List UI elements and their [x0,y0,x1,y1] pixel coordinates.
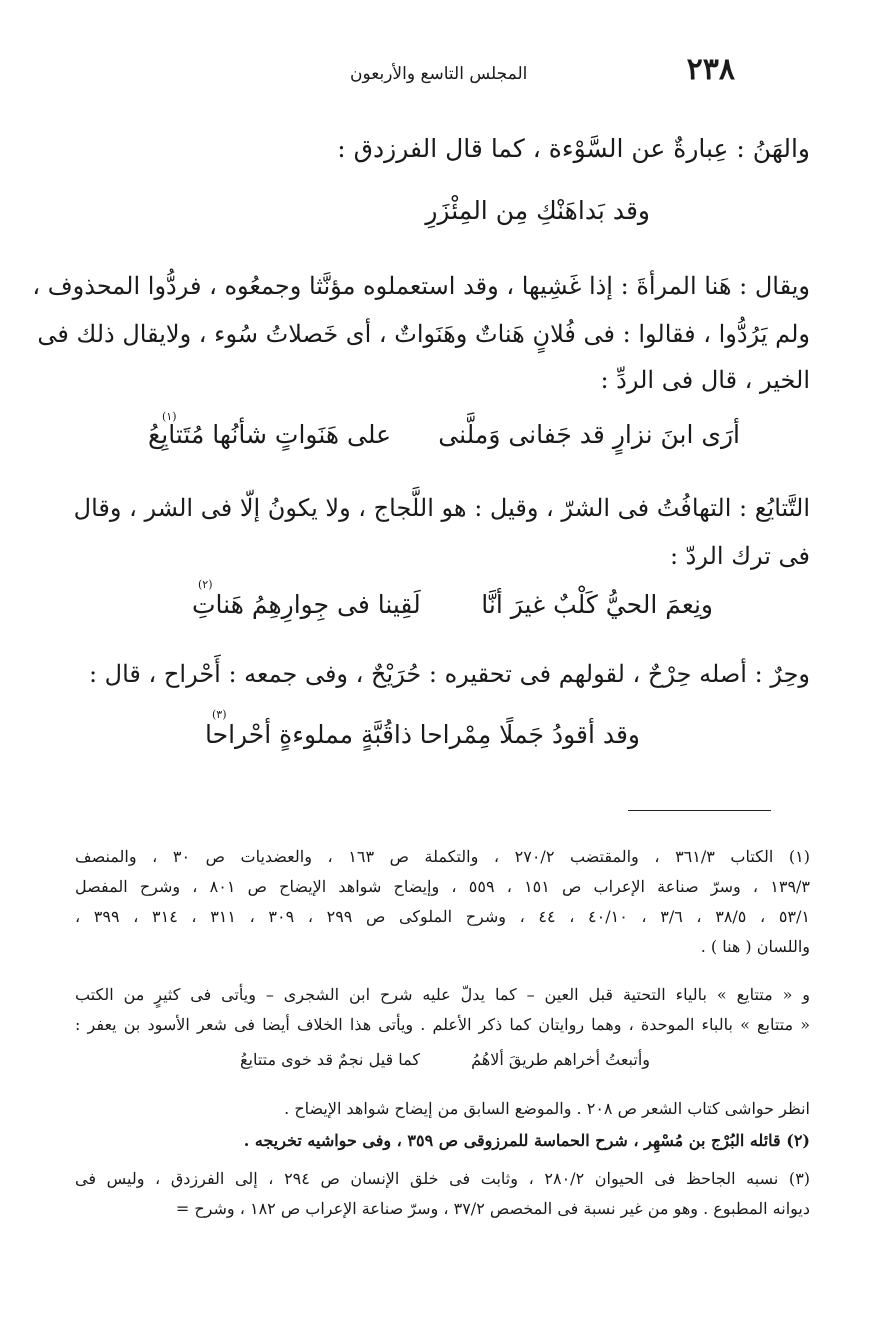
footnote-verse-second: كما قيل نجمٌ قد خوى متتايعُ [240,1050,420,1069]
footnote-marker-3: (٣) [212,708,227,721]
page-number: ٢٣٨ [686,52,735,87]
body-line-1: والهَنُ : عِبارةٌ عن السَّوْءة ، كما قال الفرزدق : [337,134,810,163]
footnote-1-line-6: « متتابع » بالباء الموحدة ، وهما روايتان كما ذكر الأعلم . ويأتى هذا الخلاف أيضا فى شعر الأسود بن يعفر : [75,1015,810,1034]
footnote-1-line-4: واللسان ( هنا ) . [700,937,810,956]
verse3-first-hemistich: وقد أقودُ جَملًا مِمْراحا [419,720,640,749]
body-line-6: فى ترك الردّ : [669,542,810,570]
footnote-2: (٢) قائله البُرْج بن مُسْهِر ، شرح الحماسة للمرزوقى ص ٣٥٩ ، وفى حواشيه تخريجه . [243,1131,810,1150]
footnote-3-line-2: ديوانه المطبوع . وهو من غير نسبة فى المخصص ٣٧/٢ ، وسرّ صناعة الإعراب ص ١٨٢ ، وشرح = [175,1199,810,1218]
footnote-1-line-3: ٥٣/١ ، ٣٨/٥ ، ٣/٦ ، ٤٠/١٠ ، ٤٤ ، وشرح الملوكى ص ٢٩٩ ، ٣٠٩ ، ٣١١ ، ٣١٤ ، ٣٩٩ ، [75,907,810,926]
body-line-2: ويقال : هَنا المرأةَ : إذا غَشِيها ، وقد استعملوه مؤنَّثا وجمعُوه ، فردُّوا المحذوف ، [32,272,810,300]
verse1-first-hemistich: أرَى ابنَ نزارٍ قد جَفانى وَملَّنى [438,420,740,449]
half-verse-quote: وقد بَداهَنْكِ مِن المِئْزَرِ [425,196,650,225]
footnote-1-line-1: (١) الكتاب ٣٦١/٣ ، والمقتضب ٢٧٠/٢ ، والتكملة ص ١٦٣ ، والعضديات ص ٣٠ ، والمنصف [75,847,810,866]
verse2-first-hemistich: ونِعمَ الحيُّ كَلْبٌ غيرَ أنَّا [481,590,713,619]
verse2-second-hemistich: لَقِينا فى جِوارِهِمُ هَناتِ [192,590,421,619]
body-line-3: ولم يَرُدُّوا ، فقالوا : فى فُلانٍ هَناتٌ وهَنَواتٌ ، أى خَصلاتُ سُوء ، ولايقال ذلك فى [37,320,810,348]
body-line-7: وحِرٌ : أصله حِرْحٌ ، لقولهم فى تحقيره : حُرَيْحٌ ، وفى جمعه : أَحْراح ، قال : [88,660,810,688]
running-head: المجلس التاسع والأربعون [350,64,528,84]
footnote-separator [628,810,771,811]
verse3-second-hemistich: ذاقُبَّةٍ مملوءةٍ أحْراحا [205,720,412,749]
body-line-4: الخير ، قال فى الردِّ : [600,366,810,394]
footnote-1-line-5: و « متتايع » بالياء التحتية قبل العين – كما يدلّ عليه شرح ابن الشجرى – ويأتى فى كثيرٍ من الكتب [75,985,810,1004]
footnote-1-line-7: انظر حواشى كتاب الشعر ص ٢٠٨ . والموضع السابق من إيضاح شواهد الإيضاح . [284,1099,810,1118]
footnote-marker-2: (٢) [198,578,213,591]
footnote-marker-1: (١) [162,410,177,423]
footnote-verse-first: وأتبعتُ أخراهم طريقَ ألاهُمُ [471,1050,650,1069]
footnote-3-line-1: (٣) نسبه الجاحظ فى الحيوان ٢٨٠/٢ ، وثابت فى خلق الإنسان ص ٢٩٤ ، إلى الفرزدق ، وليس فى [75,1169,811,1188]
footnote-1-line-2: ١٣٩/٣ ، وسرّ صناعة الإعراب ص ١٥١ ، ٥٥٩ ، وإيضاح شواهد الإيضاح ص ٨٠١ ، وشرح المفصل [75,877,811,896]
body-line-5: التَّتايُع : التهافُتُ فى الشرّ ، وقيل : هو اللَّجاج ، ولا يكونُ إلّا فى الشر ، وقال [73,494,810,522]
verse1-second-hemistich: على هَنَواتٍ شأنُها مُتَتايِعُ [148,420,392,449]
